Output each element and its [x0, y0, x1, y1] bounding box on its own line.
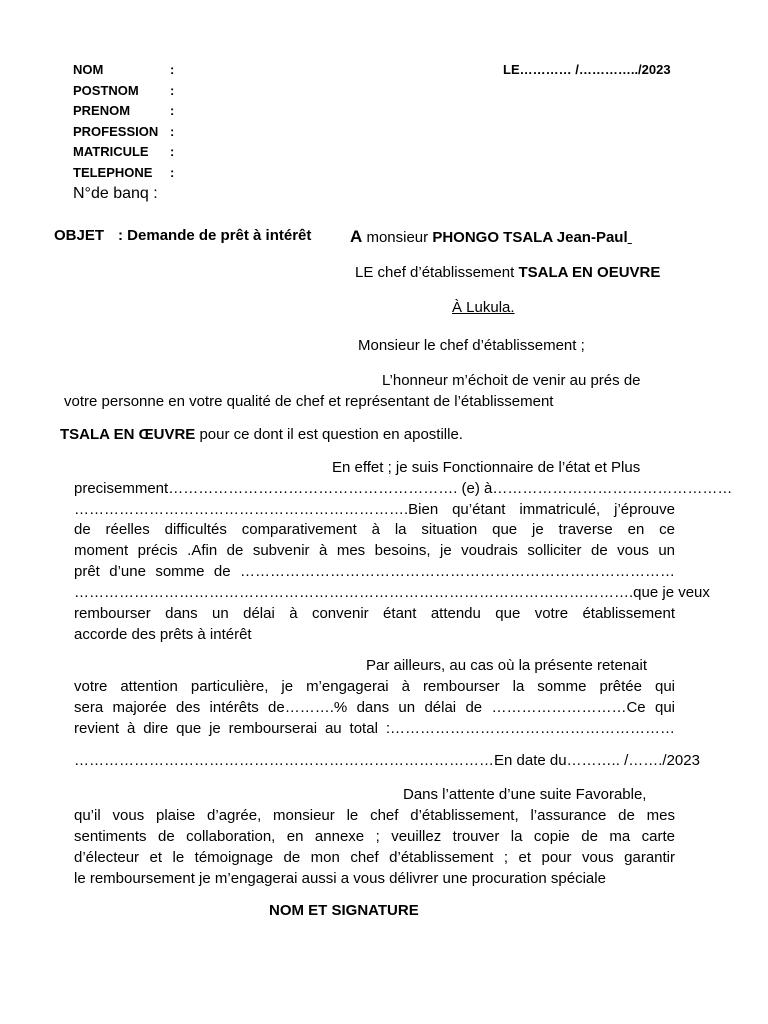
signature-label: NOM ET SIGNATURE: [269, 902, 419, 919]
field-telephone: TELEPHONE :: [73, 164, 175, 180]
body-p1-line3: TSALA EN ŒUVRE pour ce dont il est question en apostille.: [60, 426, 463, 443]
recipient-a: A: [350, 227, 363, 246]
recipient-location: À Lukula.: [452, 299, 515, 316]
objet-line: [54, 227, 311, 244]
body-p2-line4: de réelles difficultés comparativement à la situation que je traverse en ce: [74, 521, 675, 538]
body-p2-line7: ………………………………………………………………………………………………….que je veux: [74, 584, 710, 601]
field-prenom: PRENOM :: [73, 103, 175, 118]
body-p4-line5: le remboursement je m’engagerai aussi a vous délivrer une procuration spéciale: [74, 870, 606, 887]
body-p3-line5: …………………………………………………………………………En date du……….. /……./2023: [74, 752, 700, 769]
body-p2-line6: prêt d’une somme de ……………………………………………………………………………: [74, 563, 675, 580]
salutation: Monsieur le chef d’établissement ;: [358, 337, 585, 354]
body-p1-line2: votre personne en votre qualité de chef et représentant de l’établissement: [64, 393, 554, 410]
establishment-name: TSALA EN OEUVRE: [518, 264, 661, 281]
field-postnom: POSTNOM :: [73, 82, 175, 98]
body-p2-line1: En effet ; je suis Fonctionnaire de l’état et Plus: [332, 459, 641, 476]
body-p2-line5: moment précis .Afin de subvenir à mes besoins, je voudrais solliciter de vous un: [74, 542, 675, 559]
body-p4-line4: d’électeur et le témoignage de mon chef d’établissement ; et pour vous garantir: [74, 849, 675, 866]
body-p4-line1: Dans l’attente d’une suite Favorable,: [403, 786, 647, 803]
body-p4-line2: qu’il vous plaise d’agrée, monsieur le chef d’établissement, l’assurance de mes: [74, 807, 675, 824]
body-p3-line4: revient à dire que je rembourserai au total :…………………………………………………: [74, 720, 675, 737]
body-p3-line3: sera majorée des intérêts de……….% dans un délai de ………………………Ce qui: [74, 699, 675, 716]
body-p2-line9: accorde des prêts à intérêt: [74, 626, 252, 643]
body-p2-line8: rembourser dans un délai à convenir étant attendu que votre établissement: [74, 605, 675, 622]
recipient-line: [350, 227, 632, 247]
identity-fields: [73, 60, 174, 183]
recipient-monsieur: monsieur: [366, 229, 429, 246]
recipient-title: LE chef d’établissement TSALA EN OEUVRE: [355, 264, 661, 281]
body-p3-line1: Par ailleurs, au cas où la présente retenait: [366, 657, 647, 674]
recipient-name: PHONGO TSALA Jean-Paul: [432, 229, 628, 246]
body-p2-line3: ………………………………………………………….Bien qu’étant immatriculé, j’éprouve: [74, 501, 675, 518]
objet-text: : Demande de prêt à intérêt: [118, 227, 312, 244]
field-matricule: MATRICULE :: [73, 144, 175, 159]
field-nom: NOM :: [73, 62, 175, 77]
body-p1-line1: L’honneur m’échoit de venir au prés de: [382, 372, 641, 389]
body-p4-line3: sentiments de collaboration, en annexe ; veuillez trouver la copie de ma carte: [74, 828, 675, 845]
letter-date: LE………… /…………../2023: [503, 62, 671, 77]
body-p2-line2: precisemment…………………………………………………. (e) à…………………………………………: [74, 480, 733, 497]
objet-label: OBJET: [54, 227, 105, 244]
field-profession: PROFESSION :: [73, 123, 175, 139]
body-p3-line2: votre attention particulière, je m’engagerai à rembourser la somme prêtée qui: [74, 678, 675, 695]
bank-number-label: N°de banq :: [73, 185, 158, 202]
